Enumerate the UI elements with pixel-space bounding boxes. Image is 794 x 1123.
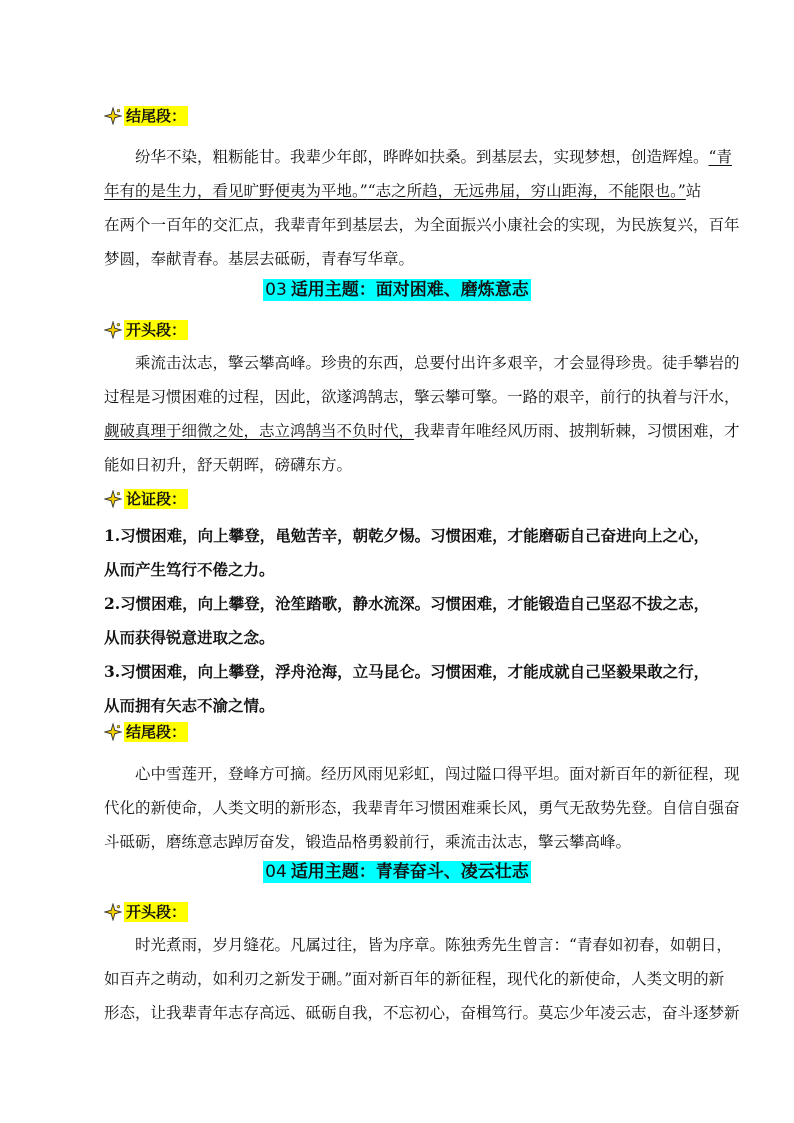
text-run: 纷华不染，粗粝能甘。我辈少年郎，晔晔如扶桑。到基层去，实现梦想，创造辉煌。 [135,148,709,166]
ending-paragraph [104,140,740,276]
section-heading [0,857,794,883]
paragraph-line: 在两个一百年的交汇点，我辈青年到基层去，为全面振兴小康社会的实现，为民族复兴，百年 [104,216,740,234]
argument-line: 1.习惯困难，向上攀登，黾勉苦辛，朝乾夕惕。习惯困难，才能磨砺自己奋进向上之心， [104,526,710,545]
argument-line: 2.习惯困难，向上攀登，沧笙踏歌，静水流深。习惯困难，才能锻造自己坚忍不拔之志， [104,594,710,613]
section-heading [0,275,794,301]
ending-label [104,721,188,743]
paragraph-line: 乘流击汰志，擎云攀高峰。珍贵的东西，总要付出许多艰辛，才会显得珍贵。徒手攀岩的 [135,354,740,372]
paragraph-line [104,140,732,174]
section-label-text: 结尾段： [126,107,187,125]
opening-paragraph [104,346,740,482]
paragraph-line [104,414,740,448]
argument-paragraph [104,519,710,723]
paragraph-line: 时光煮雨，岁月缝花。凡属过往，皆为序章。陈独秀先生曾言：“青春如初春，如朝日， [135,936,732,954]
section-title: 适用主题：面对困难、磨炼意志 [290,280,529,300]
paragraph-line: 心中雪莲开，登峰方可摘。经历风雨见彩虹，闯过隘口得平坦。面对新百年的新征程，现 [135,765,740,783]
section-label-text: 开头段： [126,903,187,921]
paragraph-line: 过程是习惯困难的过程，因此，欲遂鸿鹄志，擎云攀可擎。一路的艰辛，前行的执着与汗水， [104,388,740,406]
section-number: 04 [265,862,287,882]
argument-line: 从而产生笃行不倦之力。 [104,560,275,579]
argument-line: 从而获得锐意进取之念。 [104,628,275,647]
underlined-text: “志之所趋，无远弗届，穷山距海，不能限也。” [367,182,686,200]
argument-line: 3.习惯困难，向上攀登，浮舟沧海，立马昆仑。习惯困难，才能成就自己坚毅果敢之行， [104,662,710,681]
underlined-text: “青 [708,148,732,166]
section-label-text: 结尾段： [126,723,187,741]
sparkle-star-icon [104,723,122,741]
sparkle-star-icon [104,490,122,508]
opening-label [104,901,188,923]
paragraph-line: 斗砥砺，磨练意志踔厉奋发，锻造品格勇毅前行，乘流击汰志，擎云攀高峰。 [104,833,632,851]
underlined-text: 觑破真理于细微之处，志立鸿鹄当不负时代， [104,422,415,440]
paragraph-line: 形态，让我辈青年志存高远、砥砺自我，不忘初心，奋楫笃行。莫忘少年凌云志，奋斗逐梦新 [104,1004,740,1022]
sparkle-star-icon [104,107,122,125]
sparkle-star-icon [104,321,122,339]
ending-label [104,105,188,127]
section-label-text: 开头段： [126,321,187,339]
paragraph-line: 代化的新使命，人类文明的新形态，我辈青年习惯困难乘长风，勇气无敌势先登。自信自强奋 [104,799,740,817]
section-number: 03 [265,280,287,300]
ending-paragraph [104,757,740,859]
paragraph-line: 梦圆，奉献青春。基层去砥砺，青春写华章。 [104,250,415,268]
argument-line: 从而拥有矢志不渝之情。 [104,696,275,715]
section-label-text: 论证段： [126,490,187,508]
section-title: 适用主题：青春奋斗、凌云壮志 [290,862,529,882]
paragraph-line [104,174,704,208]
text-run: 我辈青年唯经风历雨、披荆斩棘，习惯困难，才 [414,422,740,440]
opening-paragraph [104,928,740,1030]
underlined-text: 年有的是生力，看见旷野便夷为平地。” [104,182,368,200]
argument-label [104,488,188,510]
sparkle-star-icon [104,903,122,921]
paragraph-line: 如百卉之萌动，如利刃之新发于硎。”面对新百年的新征程，现代化的新使命，人类文明的新 [104,970,725,988]
opening-label [104,319,188,341]
text-run: 站 [685,182,702,200]
paragraph-line: 能如日初升，舒天朝晖，磅礴东方。 [104,456,353,474]
